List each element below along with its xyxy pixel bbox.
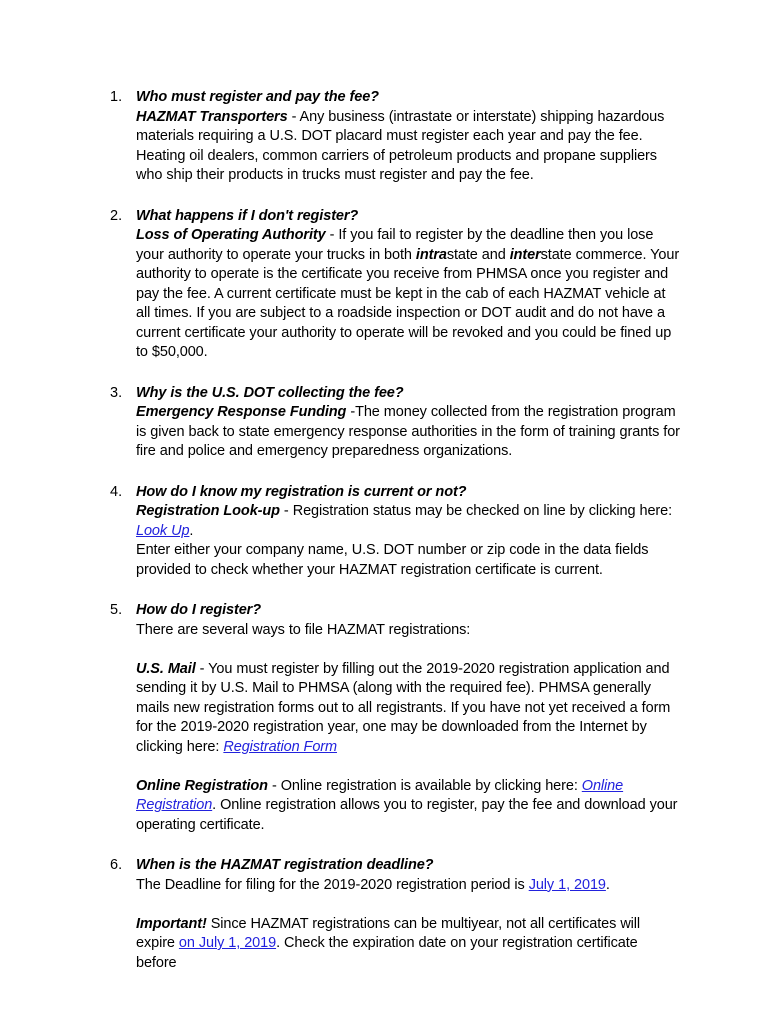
faq-item-1: [110, 88, 682, 186]
faq-question-5: [136, 601, 682, 621]
answer-segment-1: - If you fail to register by the deadline then you lose your authority to operate your trucks in both: [136, 227, 654, 263]
faq-question-2: [136, 207, 682, 227]
answer-segment-2: state and: [446, 246, 510, 263]
faq-question-1: [136, 88, 682, 108]
answer-lead: Registration Look-up: [136, 503, 280, 519]
answer-body: - Any business (intrastate or interstate) shipping hazardous materials requiring a U.S. DOT placard must register each year and pay the fee. Heating oil dealers, common carriers of petroleum products and propane suppliers who ship their products in trucks must register and pay the fee.: [136, 108, 665, 183]
deadline-segment-1: The Deadline for filing for the 2019-2020 registration period is: [136, 876, 529, 893]
question-text: How do I know my registration is current or not?: [136, 483, 467, 500]
us-mail-lead: U.S. Mail: [136, 660, 196, 677]
faq-item-6: [110, 856, 682, 973]
registration-form-link[interactable]: Registration Form: [223, 738, 337, 755]
deadline-paragraph: [136, 876, 682, 896]
online-registration-segment-1: - Online registration is available by clicking here:: [267, 777, 582, 794]
online-registration-link[interactable]: Online Registration: [136, 777, 624, 813]
faq-answer-4-extra: Enter either your company name, U.S. DOT number or zip code in the data fields provided to check whether your HAZMAT registration certificate is current.: [136, 542, 649, 578]
online-registration-lead: Online Registration: [136, 777, 268, 794]
faq-intro-5: There are several ways to file HAZMAT registrations:: [136, 621, 471, 638]
faq-item-3: [110, 384, 682, 462]
question-text: Why is the U.S. DOT collecting the fee?: [136, 384, 404, 401]
us-mail-block: [136, 660, 682, 758]
expiration-date-link[interactable]: on July 1, 2019: [178, 935, 277, 951]
us-mail-body: - You must register by filling out the 2019-2020 registration application and sending it by U.S. Mail to PHMSA (along with the required fee). PHMSA generally mails new registration forms out to all registrants. If you have not yet received a form for the 2019-2020 registration year, one may be downloaded from the Internet by clicking here:: [136, 660, 671, 755]
emphasis-intra: intra: [415, 246, 447, 263]
answer-segment-2: .: [189, 522, 194, 539]
answer-lead: Loss of Operating Authority: [136, 227, 326, 243]
online-registration-block: [136, 777, 682, 836]
faq-question-6: [136, 856, 682, 876]
faq-answer-2: [136, 226, 682, 363]
faq-list: [110, 88, 682, 973]
faq-question-4: [136, 483, 682, 503]
answer-lead: Emergency Response Funding: [136, 404, 347, 420]
answer-segment-3: state commerce. Your authority to operate is the certificate you receive from PHMSA once you register and pay the fee. A current certificate must be kept in the cab of each HAZMAT vehicle at all times. If you are subject to a roadside inspection or DOT audit and do not have a current certificate your authority to operate will be revoked and you could be fined up to $50,000.: [136, 246, 680, 360]
faq-answer-1: [136, 108, 682, 186]
important-lead: Important!: [136, 915, 207, 932]
important-paragraph: [136, 915, 682, 974]
question-text: How do I register?: [136, 602, 261, 618]
deadline-segment-2: .: [605, 876, 610, 893]
question-text: When is the HAZMAT registration deadline?: [136, 857, 434, 873]
answer-segment-1: - Registration status may be checked on line by clicking here:: [279, 503, 673, 519]
faq-item-2: [110, 207, 682, 363]
important-segment-2: . Check the expiration date on your registration certificate before: [136, 935, 638, 971]
deadline-date-link[interactable]: July 1, 2019: [528, 876, 606, 893]
question-text: What happens if I don't register?: [136, 207, 359, 224]
answer-lead: HAZMAT Transporters: [136, 108, 288, 125]
faq-item-4: [110, 483, 682, 581]
faq-question-3: [136, 384, 682, 404]
answer-body: -The money collected from the registration program is given back to state emergency response authorities in the form of training grants for fire and police and emergency preparedness organizations.: [136, 404, 680, 459]
important-segment-1: Since HAZMAT registrations can be multiyear, not all certificates will expire: [136, 915, 641, 951]
faq-answer-3: [136, 403, 682, 462]
faq-answer-4: [136, 502, 682, 541]
faq-item-5: [110, 601, 682, 835]
online-registration-segment-2: . Online registration allows you to register, pay the fee and download your operating certificate.: [136, 797, 678, 833]
look-up-link[interactable]: Look Up: [136, 522, 190, 539]
emphasis-inter: inter: [509, 246, 541, 263]
question-text: Who must register and pay the fee?: [136, 89, 379, 105]
